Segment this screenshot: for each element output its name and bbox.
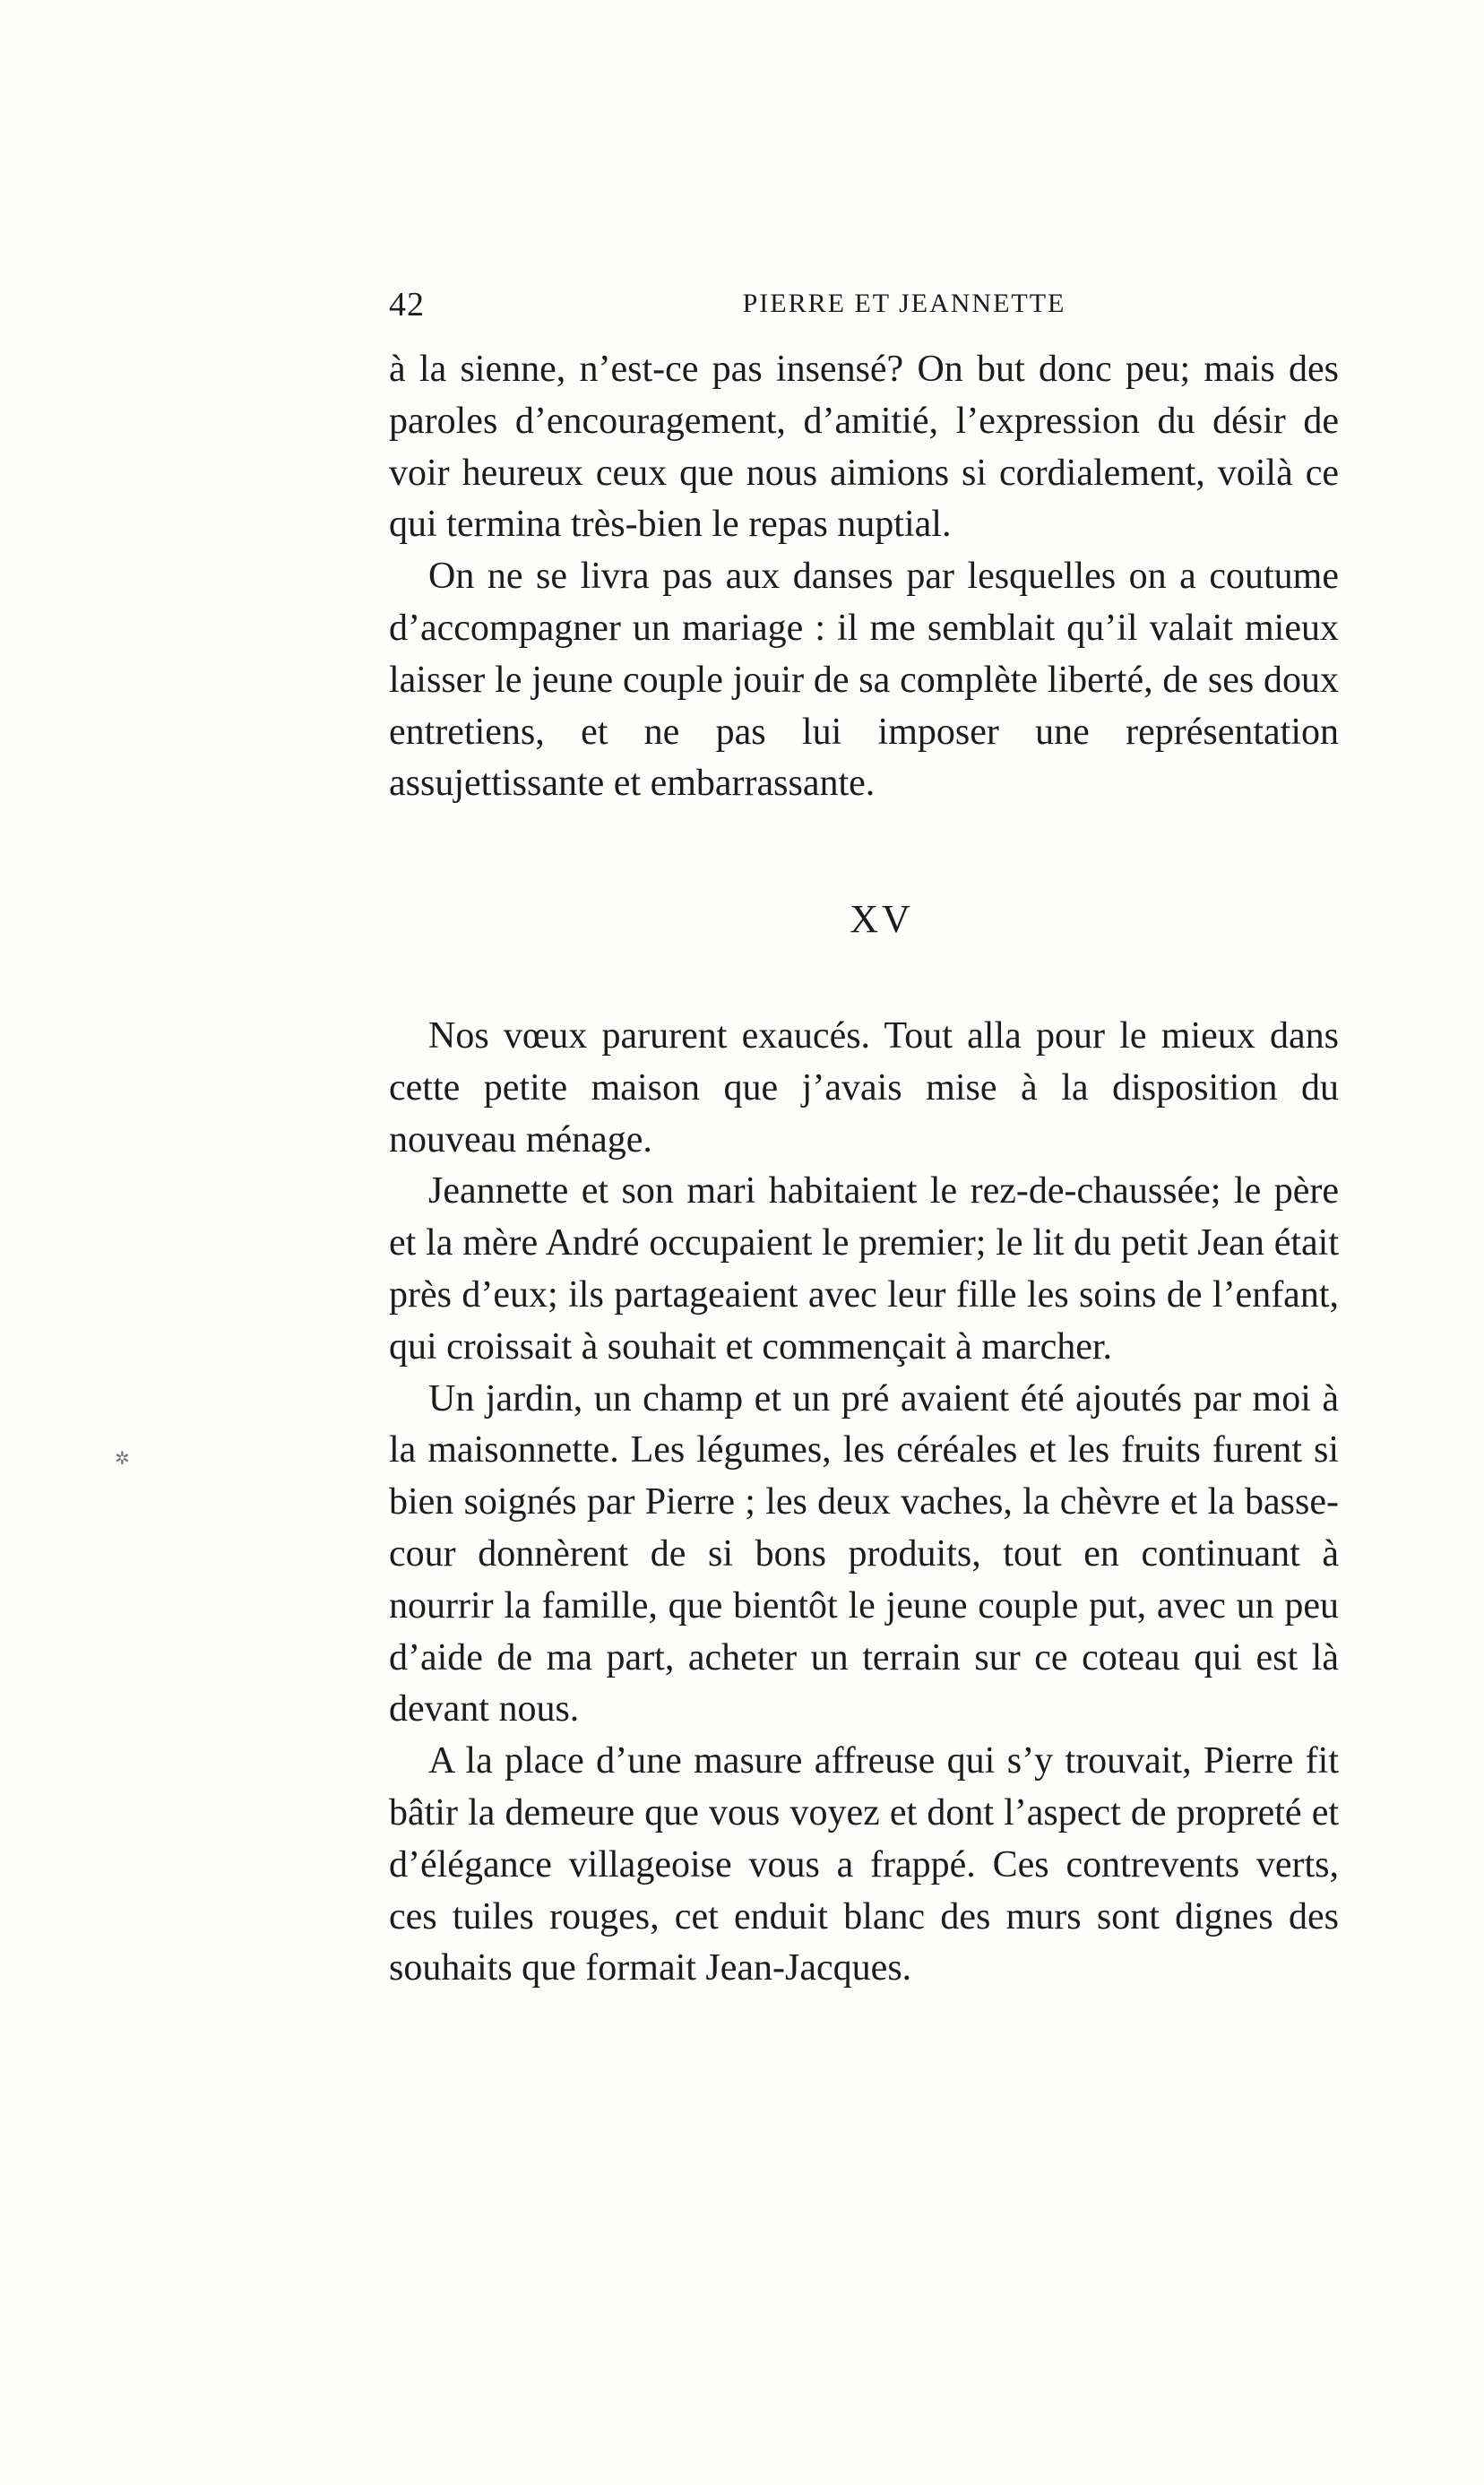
paragraph: On ne se livra pas aux danses par lesquelles on a coutume d’accompagner un mariage : il me semblait qu’il valait mieux laisser le jeune couple jouir de sa complète liberté, de ses doux entretiens, et ne pas lui imposer une représentation assujettissante et embarrassante.	[389, 556, 1339, 805]
page-number: 42	[389, 286, 425, 324]
running-title: PIERRE ET JEANNETTE	[742, 289, 1066, 318]
paragraph: Nos vœux parurent exaucés. Tout alla pour le mieux dans cette petite maison que j’avais mise à la disposition du nouveau ménage.	[389, 1015, 1339, 1161]
continued-text	[389, 344, 1339, 810]
chapter-heading: XV	[850, 897, 914, 941]
paragraph: à la sienne, n’est-ce pas insensé? On but donc peu; mais des paroles d’encouragement, d’amitié, l’expression du désir de voir heureux ceux que nous aimions si cordialement, voilà ce qui termina très-bien le repas nuptial.	[389, 349, 1339, 546]
paper-speck-icon: ✲	[115, 1449, 130, 1469]
paragraph: A la place d’une masure affreuse qui s’y trouvait, Pierre fit bâtir la demeure que vous voyez et dont l’aspect de propreté et d’élégance villageoise vous a frappé. Ces contrevents verts, ces tuiles rouges, cet enduit blanc des murs sont dignes des souhaits que formait Jean-Jacques.	[389, 1740, 1339, 1989]
paragraph: Jeannette et son mari habitaient le rez-de-chaussée; le père et la mère André occupaient le premier; le lit du petit Jean était près d’eux; ils partageaient avec leur fille les soins de l’enfant, qui croissait à souhait et commençait à marcher.	[389, 1170, 1339, 1368]
running-head	[389, 285, 1339, 330]
paragraph: Un jardin, un champ et un pré avaient été ajoutés par moi à la maisonnette. Les légumes, les céréales et les fruits furent si bien soignés par Pierre ; les deux vaches, la chèvre et la basse-cour donnèrent de si bons produits, tout en continuant à nourrir la famille, que bientôt le jeune couple put, avec un peu d’aide de ma part, acheter un terrain sur ce coteau qui est là devant nous.	[389, 1377, 1339, 1730]
chapter-text	[389, 1011, 1339, 1995]
